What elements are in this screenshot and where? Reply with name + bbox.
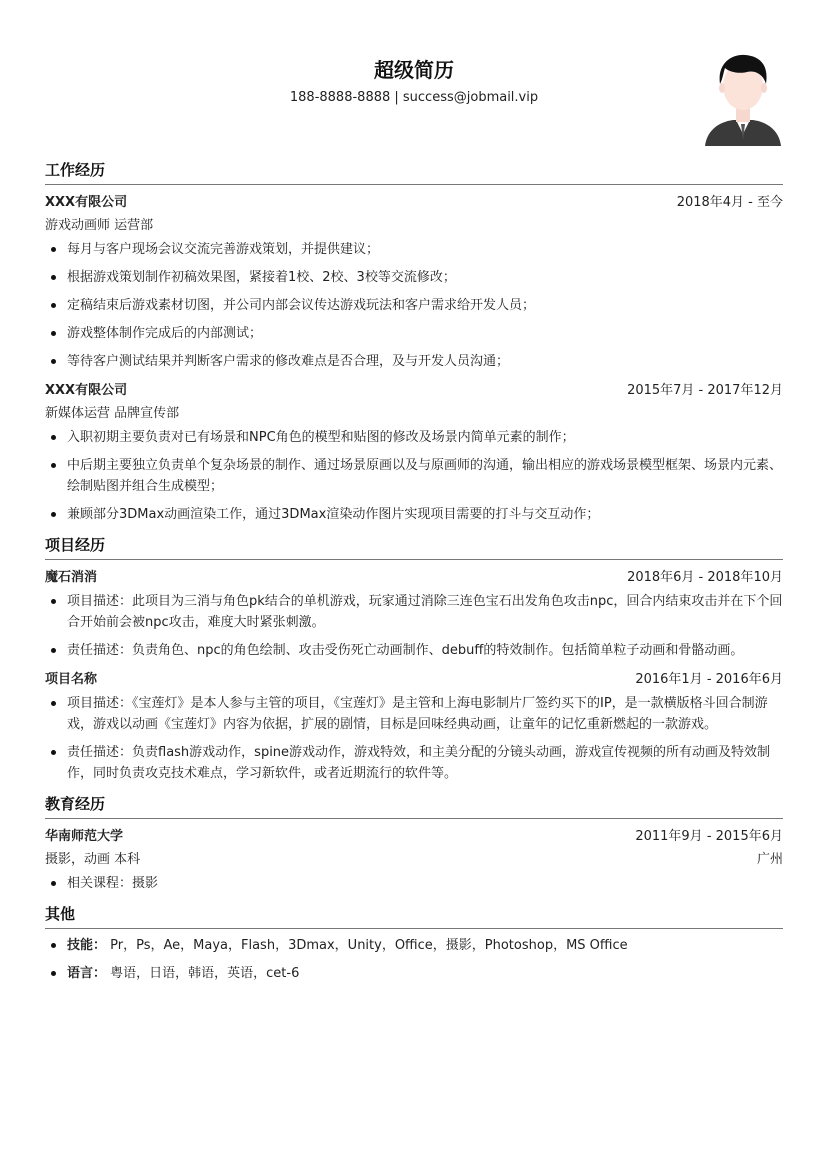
project-1-details bbox=[45, 591, 783, 661]
education-detail-row bbox=[45, 848, 783, 871]
list-item: 项目描述：此项目为三消与角色pk结合的单机游戏，玩家通过消除三连色宝石出发角色攻击npc，回合内结束攻击并在下个回合开始前会被npc攻击，难度大时紧张刺激。 bbox=[45, 591, 783, 633]
skills-item bbox=[45, 935, 783, 956]
work-1-duties bbox=[45, 239, 783, 372]
list-item: 责任描述：负责角色、npc的角色绘制、攻击受伤死亡动画制作、debuff的特效制作。包括简单粒子动画和骨骼动画。 bbox=[45, 640, 783, 661]
work-entry-1-header bbox=[45, 191, 783, 214]
school-name: 华南师范大学 bbox=[45, 829, 124, 844]
work-2-role: 新媒体运营 品牌宣传部 bbox=[45, 406, 180, 421]
education-section bbox=[45, 794, 783, 894]
list-item: 定稿结束后游戏素材切图，并公司内部会议传达游戏玩法和客户需求给开发人员； bbox=[45, 295, 783, 316]
education-location: 广州 bbox=[756, 852, 783, 867]
project-2-details bbox=[45, 693, 783, 784]
education-major: 摄影，动画 本科 bbox=[45, 852, 141, 867]
list-item: 根据游戏策划制作初稿效果图，紧接着1校、2校、3校等交流修改； bbox=[45, 267, 783, 288]
project-2-header bbox=[45, 668, 783, 691]
list-item: 中后期主要独立负责单个复杂场景的制作、通过场景原画以及与原画师的沟通，输出相应的游戏场景模型框架、场景内元素、绘制贴图并组合生成模型； bbox=[45, 455, 783, 497]
education-courses bbox=[45, 873, 783, 894]
languages-label: 语言： bbox=[67, 966, 107, 981]
projects-section-title: 项目经历 bbox=[45, 535, 783, 560]
languages-value: 粤语，日语，韩语，英语，cet-6 bbox=[110, 966, 300, 981]
work-1-date: 2018年4月 - 至今 bbox=[676, 195, 783, 210]
education-date: 2011年9月 - 2015年6月 bbox=[635, 829, 783, 844]
contact-info: 188-8888-8888 | success@jobmail.vip bbox=[289, 90, 539, 105]
project-1-name: 魔石消消 bbox=[45, 570, 98, 585]
list-item: 项目描述：《宝莲灯》是本人参与主管的项目，《宝莲灯》是主管和上海电影制片厂签约买下的IP，是一款横版格斗回合制游戏，游戏以动画《宝莲灯》内容为依据，扩展的剧情，目标是回味经典动画，让童年的记忆重新燃起的一款游戏。 bbox=[45, 693, 783, 735]
work-2-date: 2015年7月 - 2017年12月 bbox=[627, 383, 783, 398]
work-section-title: 工作经历 bbox=[45, 160, 783, 185]
person-name: 超级简历 bbox=[374, 58, 454, 82]
education-section-title: 教育经历 bbox=[45, 794, 783, 819]
skills-label: 技能： bbox=[67, 938, 107, 953]
work-2-company: XXX有限公司 bbox=[45, 383, 128, 398]
list-item: 兼顾部分3DMax动画渲染工作，通过3DMax渲染动作图片实现项目需要的打斗与交互动作； bbox=[45, 504, 783, 525]
project-1-date: 2018年6月 - 2018年10月 bbox=[627, 570, 783, 585]
work-2-duties bbox=[45, 427, 783, 525]
list-item: 游戏整体制作完成后的内部测试； bbox=[45, 323, 783, 344]
resume-page bbox=[45, 0, 783, 991]
list-item: 入职初期主要负责对已有场景和NPC角色的模型和贴图的修改及场景内简单元素的制作； bbox=[45, 427, 783, 448]
education-header bbox=[45, 825, 783, 848]
list-item: 责任描述：负责flash游戏动作，spine游戏动作，游戏特效，和主美分配的分镜头动画，游戏宣传视频的所有动画及特效制作，同时负责攻克技术难点，学习新软件，或者近期流行的软件等。 bbox=[45, 742, 783, 784]
other-section bbox=[45, 904, 783, 984]
work-1-company: XXX有限公司 bbox=[45, 195, 128, 210]
languages-item bbox=[45, 963, 783, 984]
list-item: 等待客户测试结果并判断客户需求的修改难点是否合理，及与开发人员沟通； bbox=[45, 351, 783, 372]
work-1-role: 游戏动画师 运营部 bbox=[45, 218, 154, 233]
other-section-title: 其他 bbox=[45, 904, 783, 929]
project-2-date: 2016年1月 - 2016年6月 bbox=[635, 672, 783, 687]
other-list bbox=[45, 935, 783, 984]
work-section bbox=[45, 160, 783, 525]
project-1-header bbox=[45, 566, 783, 589]
skills-value: Pr，Ps，Ae，Maya，Flash，3Dmax，Unity，Office，摄影，Photoshop，MS Office bbox=[110, 938, 628, 953]
list-item: 每月与客户现场会议交流完善游戏策划，并提供建议； bbox=[45, 239, 783, 260]
avatar-photo bbox=[703, 50, 783, 146]
resume-header bbox=[45, 0, 783, 150]
project-2-name: 项目名称 bbox=[45, 672, 98, 687]
projects-section bbox=[45, 535, 783, 784]
work-entry-2-header bbox=[45, 379, 783, 402]
list-item: 相关课程：摄影 bbox=[45, 873, 783, 894]
